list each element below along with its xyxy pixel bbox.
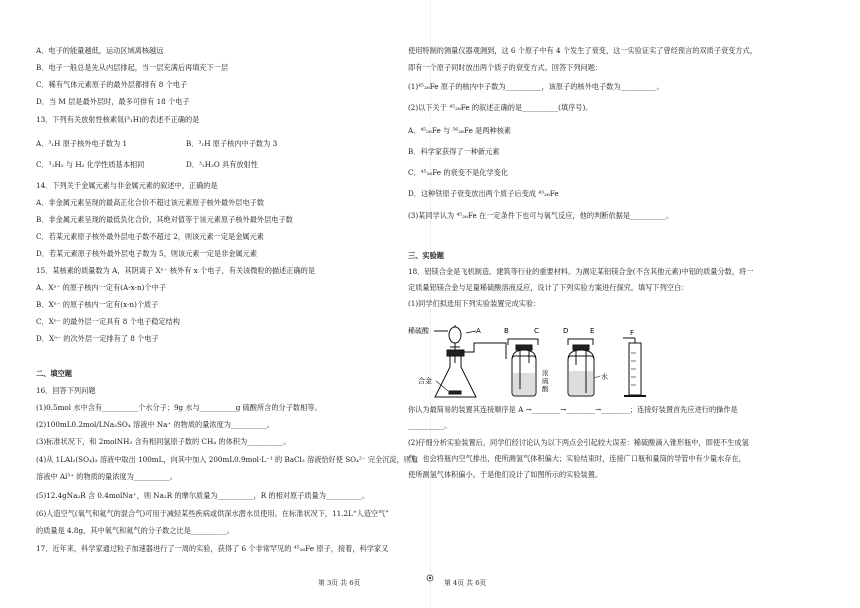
q16-part-4: (4)从 1LAl₂(SO₄)₃ 溶液中取出 100mL，向其中加入 200mL0.9mol·L⁻¹ 的 BaCl₂ 溶液恰好使 SO₄²⁻ 完全沉淀，则原 [36,455,419,464]
q15-option-a: A．Xⁿ⁻ 的原子核内一定有(A-x-n)个中子 [36,283,166,292]
q14-option-a: A．非金属元素呈现的最高正化合价不超过该元素原子核外最外层电子数 [36,198,265,207]
q17-part-3: (3)某同学认为 ⁴⁵₂₆Fe 在一定条件下也可与氧气反应，他的判断依据是__________。 [408,211,674,220]
q18-stem: 18．铝镁合金是飞机制造、建筑等行业的重要材料。为测定某铝镁合金(不含其他元素)中铝的质量分数，将一 [408,267,754,276]
q17-option-c: C．⁴⁵₂₆Fe 的衰变不是化学变化 [408,168,509,177]
q18-stem-cont: 定质量铝镁合金与足量稀硫酸溶液反应，设计了下列实验方案进行探究。填写下列空白： [408,283,689,292]
q17-part-2: (2)以下关于 ⁴⁵₂₆Fe 的叙述正确的是__________(填序号)。 [408,103,593,112]
apparatus-letter-e: E [590,327,595,335]
q17-option-a: A．⁴⁵₂₆Fe 与 ⁵⁶₂₆Fe 是两种核素 [408,126,512,135]
conc-acid-label-3: 酸 [542,385,549,393]
q16-part-3: (3)标准状况下，和 2molNH₃ 含有相同氢原子数的 CH₄ 的体积为__________。 [36,437,291,446]
q13-option-a: A．³₁H 原子核外电子数为 1 [36,139,128,148]
q17-option-d: D．这种铁原子衰变放出两个质子后变成 ⁴³₂₆Fe [408,189,559,198]
right-page-number: 第 4页 共 6页 [444,579,487,587]
q13-option-d: D．³₁H₂O 具有放射性 [186,160,258,169]
q16-part-4-cont: 溶液中 Al³⁺ 的物质的量浓度为__________。 [36,472,177,481]
q17-stem-cont-2: 即有一个原子同时放出两个质子的衰变方式。回答下列问题： [408,63,603,72]
q15-option-c: C．Xⁿ⁻ 的最外层一定具有 8 个电子稳定结构 [36,317,180,326]
conc-acid-label-2: 硫 [542,377,549,385]
q17-option-b: B．科学家获得了一种新元素 [408,147,500,156]
acid-label: 稀硫酸 [408,327,429,335]
q14-option-b: B．非金属元素呈现的最低负化合价，其绝对值等于该元素原子核外最外层电子数 [36,215,293,224]
q15-option-b: B．Xⁿ⁻ 的原子核内一定有(x-n)个质子 [36,300,159,309]
q14-stem: 14．下列关于金属元素与非金属元素的叙述中，正确的是 [36,181,218,190]
q17-stem: 17．近年来，科学家通过粒子加速器进行了一周的实验，获得了 6 个非常罕见的 ⁴⁵₂₆Fe 原子，接着，科学家又 [36,544,389,553]
separatory-funnel-icon [434,325,461,363]
q16-part-2: (2)100mL0.2mol/LNa₂SO₄ 溶液中 Na⁺ 的物质的量浓度为__________。 [36,420,275,429]
conc-acid-label-1: 浓 [542,369,549,377]
apparatus-figure [408,323,670,401]
q17-stem-cont-1: 使用特制的测量仪器观测到，这 6 个原子中有 4 个发生了衰变，这一实验证实了曾经预言的双质子衰变方式， [408,46,757,55]
apparatus-letter-f: F [630,329,635,337]
left-page-number: 第 3页 共 6页 [318,579,361,587]
q15-option-d: D．Xⁿ⁻ 的次外层一定排有了 8 个电子 [36,334,159,343]
q12-option-d: D．当 M 层是最外层时，最多可排有 18 个电子 [36,97,190,106]
gas-washing-bottle-icon [508,339,538,396]
section-experiment-heading: 三、实验题 [408,251,444,260]
section-fill-blank-heading: 二、填空题 [36,369,72,378]
q16-part-5: (5)12.4gNa₂R 含 0.4molNa⁺，则 Na₂R 的摩尔质量为__________，R 的相对原子质量为__________。 [36,491,370,500]
q13-option-b: B．³₁H 原子核内中子数为 3 [186,139,278,148]
graduated-cylinder-icon [623,338,646,396]
q14-option-c: C．若某元素原子核外最外层电子数不超过 2，则该元素一定是金属元素 [36,232,264,241]
apparatus-letter-d: D [563,327,569,335]
q16-part-6: (6)人造空气(氧气和氦气的混合气)可用于减轻某些疾病或供深水潜水员使用。在标准状况下，11.2L“人造空气” [36,509,389,518]
q16-part-6-cont: 的质量是 4.8g，其中氧气和氦气的分子数之比是__________。 [36,526,235,535]
apparatus-letter-a: A [476,327,481,335]
q15-stem: 15．某核素的质量数为 A，其阴离子 Xⁿ⁻ 核外有 x 个电子，有关该微粒的描述正确的是 [36,266,316,275]
water-label: 水 [601,373,608,381]
apparatus-letter-c: C [534,327,539,335]
apparatus-letter-b: B [504,327,509,335]
q12-option-b: B．电子一般总是先从内层排起，当一层充满后再填充下一层 [36,63,229,72]
q18-part-2: (2)仔细分析实验装置后，同学们经讨论认为以下两点会引起较大误差：稀硫酸滴入锥形瓶中，即使不生成氢 [408,438,749,447]
q14-option-d: D．若某元素原子核外最外层电子数为 5，则该元素一定是非金属元素 [36,249,258,258]
q13-stem: 13．下列有关放射性核素氚(³₁H)的表述不正确的是 [36,115,200,124]
q17-part-1: (1)⁴⁵₂₆Fe 原子的核内中子数为__________，该原子的核外电子数为__________。 [408,82,664,91]
q13-option-c: C．³₁H₂ 与 H₂ 化学性质基本相同 [36,160,145,169]
water-bottle-icon [568,339,594,396]
q18-connection-order-cont: __________。 [408,421,452,430]
q18-part-1: (1)同学们拟选用下列实验装置完成实验： [408,299,541,308]
q18-part-2-cont-2: 使所测氢气体积偏小。于是他们设计了如图所示的实验装置。 [408,470,603,479]
q16-stem: 16．回答下列问题 [36,386,96,395]
alloy-label: 合金 [418,377,432,385]
q18-connection-order: 你认为最简易的装置其连接顺序是 A →________→________→________；连接好装置首先应进行的操作是 [408,405,738,414]
q12-option-a: A．电子的能量越低，运动区域离核越远 [36,46,164,55]
q18-part-2-cont-1: 气，也会将瓶内空气排出，使所测氢气体积偏大；实验结束时，连接广口瓶和量筒的导管中有少量水存在， [408,454,746,463]
q16-part-1: (1)0.5mol 水中含有__________个水分子；9g 水与__________g 硫酸所含的分子数相等。 [36,403,322,412]
q12-option-c: C．稀有气体元素原子的最外层都排有 8 个电子 [36,80,188,89]
binding-hole-icon [426,574,434,582]
